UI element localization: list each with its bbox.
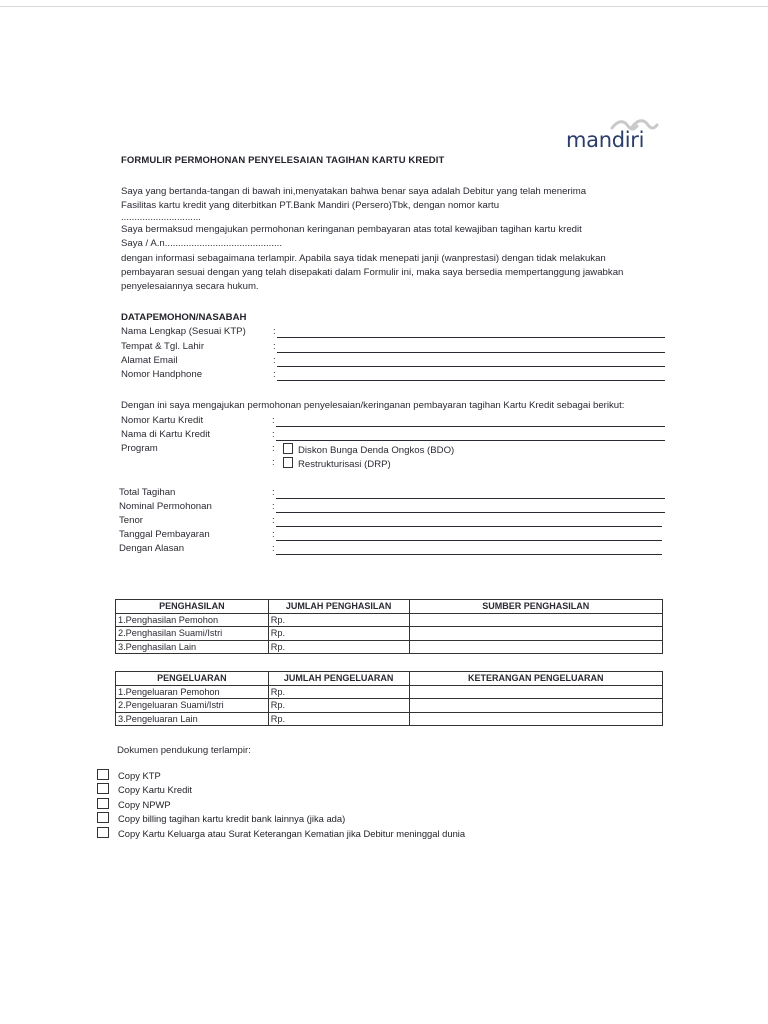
field-tenor[interactable] [119,515,669,529]
program-label: Program [121,443,158,454]
table-cell: 1.Penghasilan Pemohon [116,613,269,627]
checkbox-bdo[interactable] [283,443,293,454]
doc-item-label: Copy NPWP [118,798,171,810]
table-cell-input[interactable] [409,627,662,641]
table-cell-input[interactable] [409,640,662,654]
field-label: Nominal Permohonan [119,501,212,512]
doc-item-label: Copy Kartu Kredit [118,784,192,796]
documents-heading: Dokumen pendukung terlampir: [117,745,251,756]
table-row [116,685,663,699]
field-label: Alamat Email [121,355,178,366]
intro-line-4: Saya bermaksud mengajukan permohonan keringanan pembayaran atas total kewajiban tagihan kartu kredit [121,224,582,235]
doc-item-ktp[interactable] [97,769,465,783]
field-label: Total Tagihan [119,487,176,498]
field-label: Nomor Kartu Kredit [121,415,204,426]
table-row [116,613,663,627]
column-header: PENGELUARAN [116,672,269,686]
intro-line-8: penyelesaiannya secara hukum. [121,281,259,292]
checkbox-drp[interactable] [283,457,293,468]
table-row [116,627,663,641]
program-option-label: Restrukturisasi (DRP) [298,459,391,470]
checkbox[interactable] [97,798,109,809]
intro-line-3: .............................. [121,212,201,223]
table-row [116,712,663,726]
doc-item-label: Copy Kartu Keluarga atau Surat Keterangan Kematian jika Debitur meninggal dunia [118,827,466,839]
field-tanggal-pembayaran[interactable] [119,529,669,543]
field-dengan-alasan[interactable] [119,543,669,557]
field-nomor-handphone[interactable] [121,369,671,383]
intro-line-1: Saya yang bertanda-tangan di bawah ini,menyatakan bahwa benar saya adalah Debitur yang telah menerima [121,186,587,197]
table-cell: 3.Penghasilan Lain [116,640,269,654]
program-option-drp[interactable] [283,457,391,470]
intro-line-5: Saya / A.n............................................ [121,238,283,249]
request-statement: Dengan ini saya mengajukan permohonan penyelesaian/keringanan pembayaran tagihan Kartu Kredit sebagai berikut: [121,400,625,411]
table-row [116,640,663,654]
intro-line-7: pembayaran sesuai dengan yang telah disepakati dalam Formulir ini, maka saya bersedia mempertanggung jawabkan [121,267,624,278]
column-header: SUMBER PENGHASILAN [409,600,662,614]
field-label: Tempat & Tgl. Lahir [121,341,205,352]
column-header: JUMLAH PENGHASILAN [268,600,409,614]
column-header: PENGHASILAN [116,600,269,614]
field-label: Tanggal Pembayaran [119,529,210,540]
table-cell: 1.Pengeluaran Pemohon [116,685,269,699]
column-header: KETERANGAN PENGELUARAN [409,672,662,686]
field-nomor-kartu-kredit[interactable] [121,415,671,429]
expense-table [115,671,663,726]
field-nama-lengkap[interactable] [121,326,671,340]
table-cell-input[interactable] [409,685,662,699]
field-underline[interactable] [277,380,665,381]
table-cell-input[interactable]: Rp. [268,712,409,726]
checkbox[interactable] [97,783,109,794]
table-cell: 3.Pengeluaran Lain [116,712,269,726]
documents-checklist [97,769,465,841]
field-underline[interactable] [276,554,662,555]
table-cell-input[interactable] [409,613,662,627]
field-label: Dengan Alasan [119,543,185,554]
field-label: Nama Lengkap (Sesuai KTP) [121,326,246,337]
doc-item-kartu-keluarga[interactable] [97,827,465,841]
field-underline[interactable] [277,366,665,367]
table-cell-input[interactable]: Rp. [268,627,409,641]
field-underline[interactable] [276,498,665,499]
doc-item-label: Copy billing tagihan kartu kredit bank lainnya (jika ada) [118,813,346,825]
table-cell-input[interactable]: Rp. [268,685,409,699]
field-tempat-tgl-lahir[interactable] [121,341,671,355]
table-row [116,699,663,713]
field-label: Tenor [119,515,143,526]
logo-wordmark: mandiri [566,128,645,152]
field-underline[interactable] [276,512,665,513]
field-label: Nomor Handphone [121,369,203,380]
doc-item-billing[interactable] [97,812,465,826]
field-colon: : [272,529,275,540]
field-underline[interactable] [276,426,665,427]
field-label: Nama di Kartu Kredit [121,429,211,440]
field-nominal-permohonan[interactable] [119,501,669,515]
column-header: JUMLAH PENGELUARAN [268,672,409,686]
field-colon: : [272,543,275,554]
doc-item-npwp[interactable] [97,798,465,812]
table-cell-input[interactable]: Rp. [268,640,409,654]
checkbox[interactable] [97,812,109,823]
field-underline[interactable] [276,440,665,441]
field-colon: : [272,487,275,498]
mandiri-logo [566,118,666,154]
field-colon: : [272,457,275,468]
field-nama-di-kartu[interactable] [121,429,671,443]
table-cell-input[interactable]: Rp. [268,699,409,713]
table-cell: 2.Penghasilan Suami/Istri [116,627,269,641]
table-cell-input[interactable]: Rp. [268,613,409,627]
table-cell-input[interactable] [409,699,662,713]
table-header-row [116,672,663,686]
checkbox[interactable] [97,769,109,780]
field-underline[interactable] [277,337,665,338]
program-option-bdo[interactable] [283,443,454,456]
intro-line-2: Fasilitas kartu kredit yang diterbitkan PT.Bank Mandiri (Persero)Tbk, dengan nomor kartu [121,200,500,211]
field-colon: : [272,415,275,426]
doc-item-label: Copy KTP [118,770,161,781]
field-colon: : [272,443,275,454]
program-row [121,443,521,457]
income-table [115,599,663,654]
field-colon: : [272,515,275,526]
field-underline[interactable] [276,526,662,527]
form-title: FORMULIR PERMOHONAN PENYELESAIAN TAGIHAN KARTU KREDIT [121,155,445,166]
applicant-heading: DATAPEMOHON/NASABAH [121,312,247,323]
field-colon: : [272,429,275,440]
table-cell: 2.Pengeluaran Suami/Istri [116,699,269,713]
doc-item-kartu-kredit[interactable] [97,783,465,797]
field-underline[interactable] [276,540,662,541]
field-colon: : [273,341,276,352]
table-cell-input[interactable] [409,712,662,726]
program-option-label: Diskon Bunga Denda Ongkos (BDO) [298,445,455,456]
intro-line-6: dengan informasi sebagaimana terlampir. Apabila saya tidak menepati janji (wanprestasi) dengan tidak melakukan [121,253,606,264]
field-colon: : [273,369,276,380]
scan-edge-line [0,6,768,7]
table-header-row [116,600,663,614]
field-colon: : [273,326,276,337]
program-row-2 [121,457,521,471]
checkbox[interactable] [97,827,109,838]
field-colon: : [272,501,275,512]
field-total-tagihan[interactable] [119,487,669,501]
field-colon: : [273,355,276,366]
field-underline[interactable] [277,352,665,353]
field-alamat-email[interactable] [121,355,671,369]
